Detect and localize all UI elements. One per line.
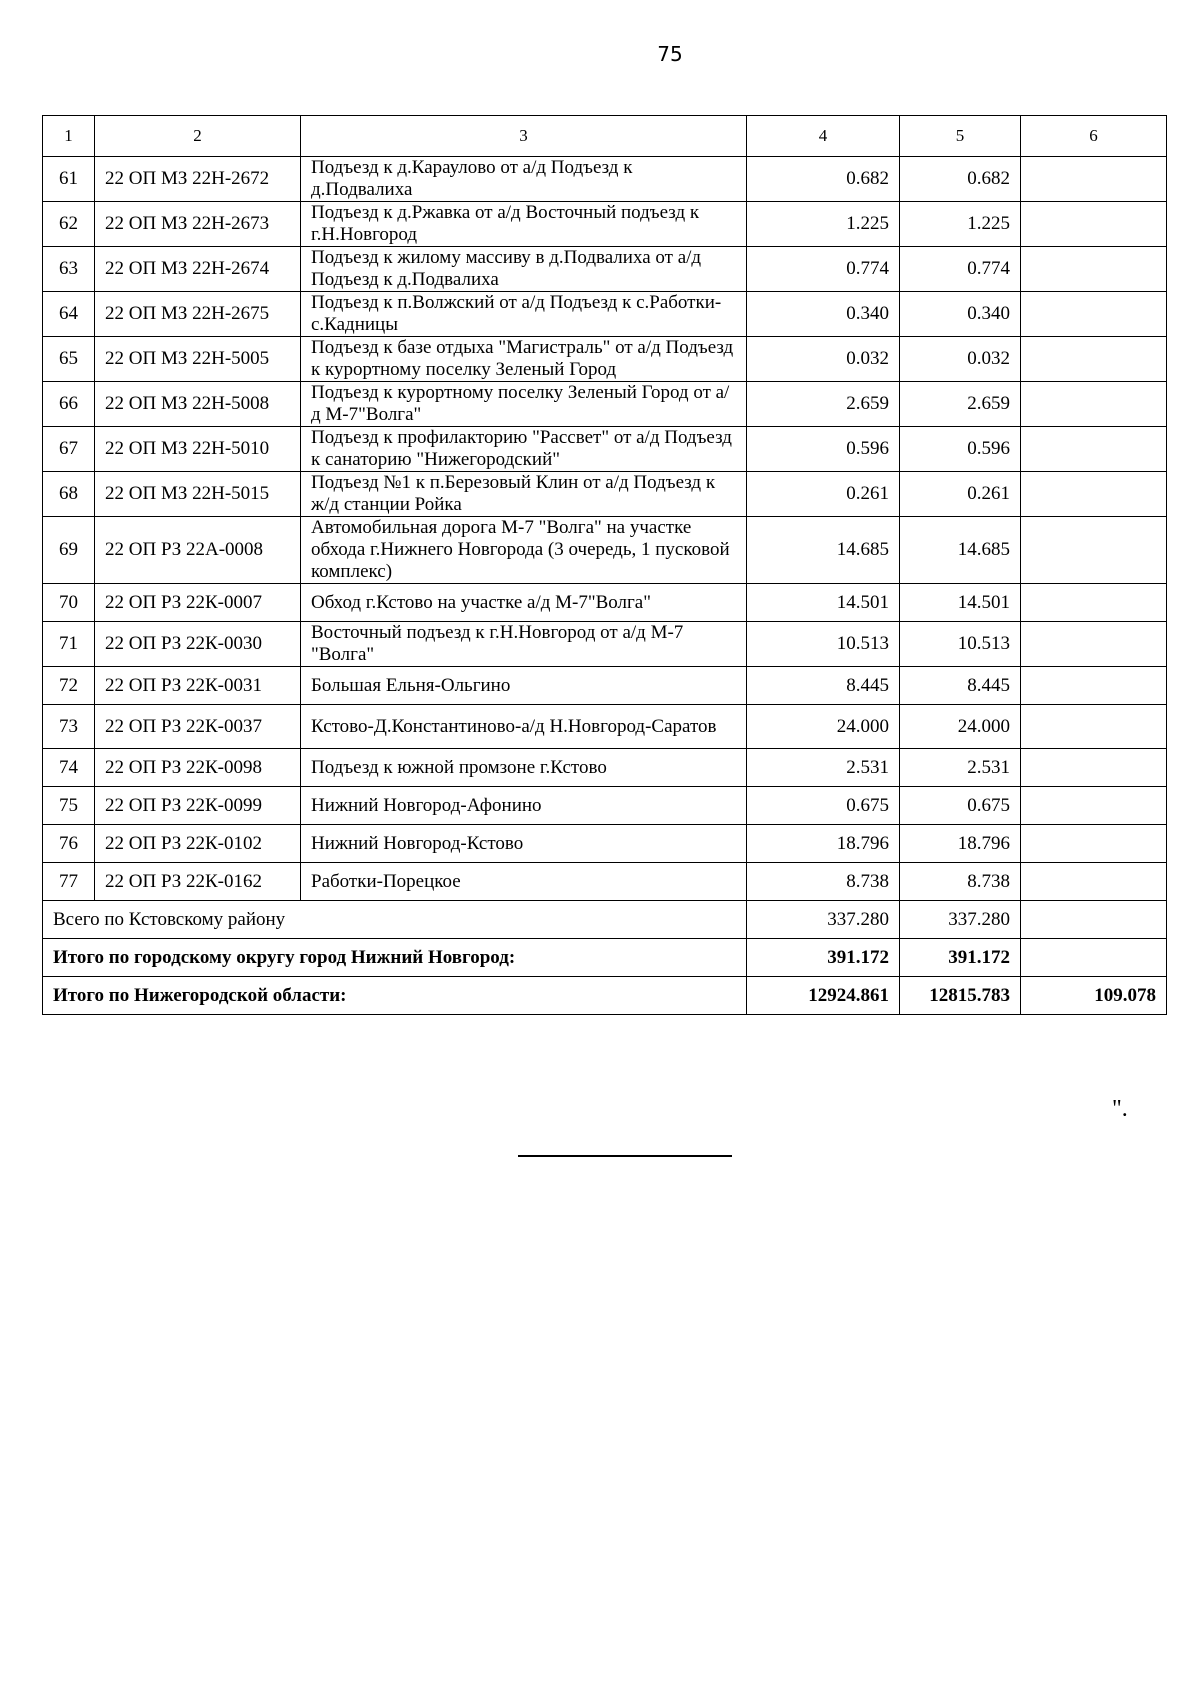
road-name: Подъезд к жилому массиву в д.Подвалиха от а/д Подъезд к д.Подвалиха [301, 247, 747, 292]
road-name: Подъезд к курортному поселку Зеленый Город от а/д М-7"Волга" [301, 382, 747, 427]
total-value-c6: 109.078 [1021, 977, 1167, 1015]
row-number: 67 [43, 427, 95, 472]
road-name: Нижний Новгород-Кстово [301, 825, 747, 863]
length-col4: 1.225 [747, 202, 900, 247]
length-col6 [1021, 749, 1167, 787]
length-col6 [1021, 292, 1167, 337]
length-col4: 0.596 [747, 427, 900, 472]
table-row [43, 825, 1167, 863]
length-col6 [1021, 622, 1167, 667]
row-number: 64 [43, 292, 95, 337]
road-name: Подъезд к п.Волжский от а/д Подъезд к с.Работки-с.Кадницы [301, 292, 747, 337]
length-col6 [1021, 667, 1167, 705]
header-cell: 2 [95, 116, 301, 157]
total-value-c6 [1021, 901, 1167, 939]
length-col4: 18.796 [747, 825, 900, 863]
road-code: 22 ОП РЗ 22К-0102 [95, 825, 301, 863]
length-col6 [1021, 517, 1167, 584]
road-code: 22 ОП РЗ 22К-0099 [95, 787, 301, 825]
length-col6 [1021, 472, 1167, 517]
total-label: Итого по городскому округу город Нижний Новгород: [43, 939, 747, 977]
length-col5: 2.531 [900, 749, 1021, 787]
closing-quote: ". [1112, 1096, 1128, 1122]
road-name: Обход г.Кстово на участке а/д М-7"Волга" [301, 584, 747, 622]
total-value-c5: 337.280 [900, 901, 1021, 939]
road-name: Подъезд к базе отдыха "Магистраль" от а/д Подъезд к курортному поселку Зеленый Город [301, 337, 747, 382]
row-number: 61 [43, 157, 95, 202]
row-number: 71 [43, 622, 95, 667]
total-value-c5: 12815.783 [900, 977, 1021, 1015]
road-name: Автомобильная дорога М-7 "Волга" на участке обхода г.Нижнего Новгорода (3 очередь, 1 пусковой комплекс) [301, 517, 747, 584]
length-col5: 10.513 [900, 622, 1021, 667]
header-cell: 5 [900, 116, 1021, 157]
length-col6 [1021, 427, 1167, 472]
length-col5: 0.340 [900, 292, 1021, 337]
road-code: 22 ОП РЗ 22К-0031 [95, 667, 301, 705]
total-row-district [43, 901, 1167, 939]
row-number: 62 [43, 202, 95, 247]
row-number: 73 [43, 705, 95, 749]
length-col4: 10.513 [747, 622, 900, 667]
row-number: 68 [43, 472, 95, 517]
table-row [43, 337, 1167, 382]
total-value-c4: 337.280 [747, 901, 900, 939]
road-code: 22 ОП МЗ 22Н-5015 [95, 472, 301, 517]
length-col5: 0.261 [900, 472, 1021, 517]
row-number: 77 [43, 863, 95, 901]
road-name: Нижний Новгород-Афонино [301, 787, 747, 825]
length-col5: 18.796 [900, 825, 1021, 863]
length-col4: 24.000 [747, 705, 900, 749]
table-row [43, 517, 1167, 584]
road-code: 22 ОП РЗ 22К-0098 [95, 749, 301, 787]
length-col4: 8.738 [747, 863, 900, 901]
table-row [43, 667, 1167, 705]
length-col5: 0.596 [900, 427, 1021, 472]
header-cell: 6 [1021, 116, 1167, 157]
length-col5: 8.445 [900, 667, 1021, 705]
length-col4: 0.675 [747, 787, 900, 825]
row-number: 69 [43, 517, 95, 584]
length-col4: 2.659 [747, 382, 900, 427]
length-col5: 0.032 [900, 337, 1021, 382]
length-col5: 14.685 [900, 517, 1021, 584]
row-number: 74 [43, 749, 95, 787]
row-number: 63 [43, 247, 95, 292]
table-row [43, 247, 1167, 292]
length-col6 [1021, 705, 1167, 749]
length-col6 [1021, 337, 1167, 382]
table-row [43, 472, 1167, 517]
road-name: Подъезд к д.Караулово от а/д Подъезд к д.Подвалиха [301, 157, 747, 202]
length-col5: 8.738 [900, 863, 1021, 901]
table-row [43, 749, 1167, 787]
table-row [43, 382, 1167, 427]
header-cell: 4 [747, 116, 900, 157]
length-col4: 0.261 [747, 472, 900, 517]
roads-table [42, 115, 1167, 1015]
table-row [43, 787, 1167, 825]
header-row [43, 116, 1167, 157]
header-cell: 3 [301, 116, 747, 157]
total-label: Всего по Кстовскому району [43, 901, 747, 939]
header-cell: 1 [43, 116, 95, 157]
roads-table-body [43, 116, 1167, 1015]
length-col5: 0.774 [900, 247, 1021, 292]
length-col6 [1021, 157, 1167, 202]
length-col6 [1021, 584, 1167, 622]
length-col4: 0.774 [747, 247, 900, 292]
row-number: 75 [43, 787, 95, 825]
length-col6 [1021, 247, 1167, 292]
total-value-c4: 391.172 [747, 939, 900, 977]
total-value-c6 [1021, 939, 1167, 977]
length-col6 [1021, 787, 1167, 825]
road-name: Подъезд к южной промзоне г.Кстово [301, 749, 747, 787]
length-col4: 0.682 [747, 157, 900, 202]
total-row-city [43, 939, 1167, 977]
length-col5: 0.682 [900, 157, 1021, 202]
length-col5: 1.225 [900, 202, 1021, 247]
road-code: 22 ОП РЗ 22К-0007 [95, 584, 301, 622]
row-number: 66 [43, 382, 95, 427]
road-name: Работки-Порецкое [301, 863, 747, 901]
road-name: Подъезд к профилакторию "Рассвет" от а/д Подъезд к санаторию "Нижегородский" [301, 427, 747, 472]
road-code: 22 ОП МЗ 22Н-2674 [95, 247, 301, 292]
road-name: Кстово-Д.Константиново-а/д Н.Новгород-Саратов [301, 705, 747, 749]
table-row [43, 157, 1167, 202]
road-name: Подъезд №1 к п.Березовый Клин от а/д Подъезд к ж/д станции Ройка [301, 472, 747, 517]
length-col5: 14.501 [900, 584, 1021, 622]
road-code: 22 ОП МЗ 22Н-2672 [95, 157, 301, 202]
road-code: 22 ОП МЗ 22Н-5008 [95, 382, 301, 427]
length-col4: 0.032 [747, 337, 900, 382]
total-label: Итого по Нижегородской области: [43, 977, 747, 1015]
length-col6 [1021, 202, 1167, 247]
road-code: 22 ОП МЗ 22Н-2673 [95, 202, 301, 247]
length-col6 [1021, 863, 1167, 901]
row-number: 70 [43, 584, 95, 622]
table-row [43, 202, 1167, 247]
separator-line [518, 1155, 732, 1157]
road-name: Подъезд к д.Ржавка от а/д Восточный подъезд к г.Н.Новгород [301, 202, 747, 247]
length-col5: 2.659 [900, 382, 1021, 427]
road-name: Большая Ельня-Ольгино [301, 667, 747, 705]
table-row [43, 863, 1167, 901]
road-name: Восточный подъезд к г.Н.Новгород от а/д М-7 "Волга" [301, 622, 747, 667]
table-row [43, 622, 1167, 667]
road-code: 22 ОП РЗ 22К-0162 [95, 863, 301, 901]
road-code: 22 ОП РЗ 22К-0037 [95, 705, 301, 749]
table-row [43, 705, 1167, 749]
length-col4: 0.340 [747, 292, 900, 337]
table-row [43, 584, 1167, 622]
row-number: 76 [43, 825, 95, 863]
row-number: 65 [43, 337, 95, 382]
road-code: 22 ОП РЗ 22А-0008 [95, 517, 301, 584]
total-value-c4: 12924.861 [747, 977, 900, 1015]
total-value-c5: 391.172 [900, 939, 1021, 977]
length-col4: 14.501 [747, 584, 900, 622]
table-row [43, 292, 1167, 337]
length-col5: 0.675 [900, 787, 1021, 825]
road-code: 22 ОП МЗ 22Н-5005 [95, 337, 301, 382]
road-code: 22 ОП МЗ 22Н-5010 [95, 427, 301, 472]
table-row [43, 427, 1167, 472]
length-col6 [1021, 382, 1167, 427]
total-row-region [43, 977, 1167, 1015]
road-code: 22 ОП РЗ 22К-0030 [95, 622, 301, 667]
length-col4: 14.685 [747, 517, 900, 584]
page-number: 75 [657, 42, 683, 66]
road-code: 22 ОП МЗ 22Н-2675 [95, 292, 301, 337]
row-number: 72 [43, 667, 95, 705]
length-col4: 2.531 [747, 749, 900, 787]
length-col6 [1021, 825, 1167, 863]
length-col5: 24.000 [900, 705, 1021, 749]
length-col4: 8.445 [747, 667, 900, 705]
